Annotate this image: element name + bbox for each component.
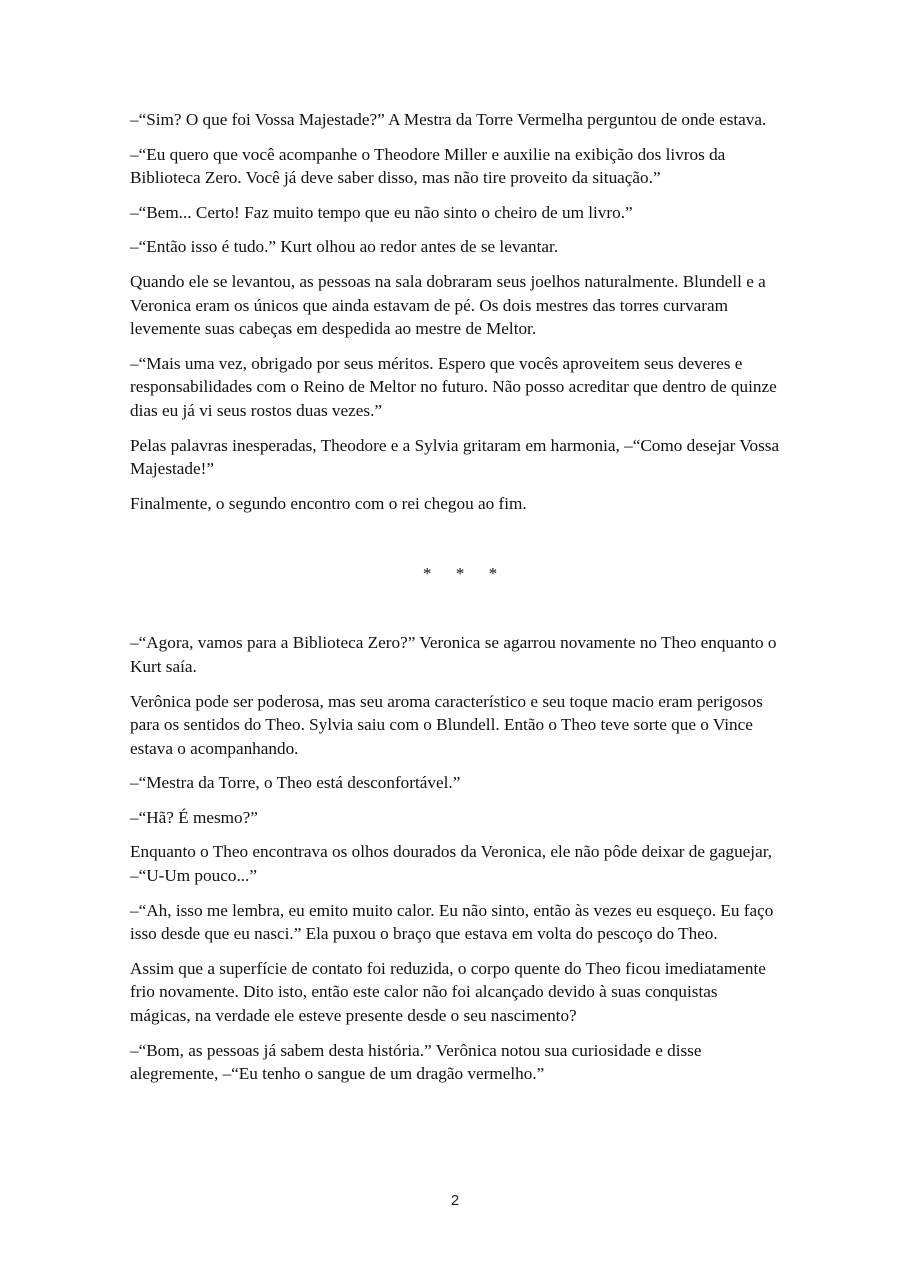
scene-break-separator: * * * [422, 564, 498, 584]
paragraph: Enquanto o Theo encontrava os olhos dourados da Veronica, ele não pôde deixar de gaguejar, –“U-Um pouco...” [130, 842, 773, 886]
paragraph: –“Eu quero que você acompanhe o Theodore Miller e auxilie na exibição dos livros da Biblioteca Zero. Você já deve saber disso, mas não tire proveito da situação.” [130, 144, 726, 188]
paragraph: Quando ele se levantou, as pessoas na sala dobraram seus joelhos naturalmente. Blundell e a Veronica eram os únicos que ainda estavam de pé. Os dois mestres das torres curvaram levemente suas cabeças em despedida ao mestre de Meltor. [130, 271, 766, 339]
page-number: 2 [450, 1192, 460, 1209]
paragraph: –“Então isso é tudo.” Kurt olhou ao redor antes de se levantar. [130, 237, 559, 257]
paragraph: –“Bem... Certo! Faz muito tempo que eu não sinto o cheiro de um livro.” [130, 202, 633, 222]
paragraph: –“Mestra da Torre, o Theo está desconfortável.” [130, 773, 461, 793]
paragraph: –“Ah, isso me lembra, eu emito muito calor. Eu não sinto, então às vezes eu esqueço. Eu faço isso desde que eu nasci.” Ela puxou o braço que estava em volta do pescoço do Theo. [130, 900, 774, 944]
paragraph: –“Bom, as pessoas já sabem desta história.” Verônica notou sua curiosidade e disse alegremente, –“Eu tenho o sangue de um dragão vermelho.” [130, 1040, 702, 1084]
paragraph: Verônica pode ser poderosa, mas seu aroma característico e seu toque macio eram perigosos para os sentidos do Theo. Sylvia saiu com o Blundell. Então o Theo teve sorte que o Vince estava o acompanhando. [130, 691, 763, 758]
paragraph: –“Agora, vamos para a Biblioteca Zero?” Veronica se agarrou novamente no Theo enquanto o Kurt saía. [130, 633, 777, 676]
paragraph: Finalmente, o segundo encontro com o rei chegou ao fim. [130, 493, 527, 513]
paragraph: Pelas palavras inesperadas, Theodore e a Sylvia gritaram em harmonia, –“Como desejar Vossa Majestade!” [130, 435, 780, 479]
paragraph: –“Hã? É mesmo?” [130, 807, 258, 827]
paragraph: Assim que a superfície de contato foi reduzida, o corpo quente do Theo ficou imediatamente frio novamente. Dito isto, então este calor não foi alcançado devido à suas conquistas mágicas, na verdade ele esteve presente desde o seu nascimento? [130, 958, 766, 1026]
paragraph: –“Mais uma vez, obrigado por seus méritos. Espero que vocês aproveitem seus deveres e responsabilidades com o Reino de Meltor no futuro. Não posso acreditar que dentro de quinze dias eu já vi seus rostos duas vezes.” [130, 353, 777, 420]
paragraph: –“Sim? O que foi Vossa Majestade?” A Mestra da Torre Vermelha perguntou de onde estava. [130, 110, 767, 129]
page-body [130, 108, 780, 1097]
